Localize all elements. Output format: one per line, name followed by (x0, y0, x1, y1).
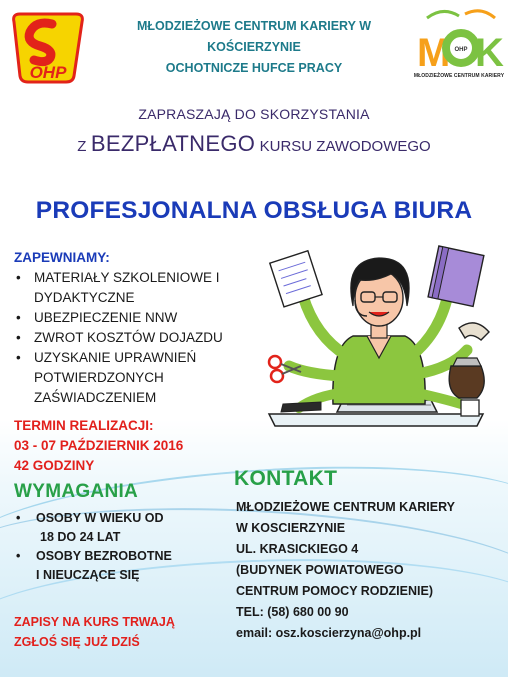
mck-logo-small: OHP (454, 47, 468, 53)
term-hours: 42 GODZINY (14, 458, 95, 473)
term-section (14, 416, 244, 476)
org-line-3: OCHOTNICZE HUFCE PRACY (165, 61, 343, 75)
provide-item-line: POTWIERDZONYCH (34, 370, 164, 385)
invite-line-2 (0, 131, 508, 157)
requirement-item (14, 547, 224, 585)
requirements-title: WYMAGANIA (14, 481, 139, 502)
contact-building: (BUDYNEK POWIATOWEGO (236, 563, 404, 577)
provide-item-line: DYDAKTYCZNE (34, 290, 135, 305)
provide-item-line: ZAŚWIADCZENIEM (34, 390, 157, 405)
ohp-logo (6, 6, 90, 90)
invite-suffix: KURSU ZAWODOWEGO (259, 138, 431, 155)
provide-item-line: • MATERIAŁY SZKOLENIOWE I (34, 270, 220, 285)
provide-item-line: • UZYSKANIE UPRAWNIEŃ (34, 350, 197, 365)
term-dates: 03 - 07 PAŹDZIERNIK 2016 (14, 438, 184, 453)
provide-item (14, 308, 264, 328)
secretary-illustration (255, 236, 500, 431)
contact-title: KONTAKT (234, 467, 338, 490)
provide-item (14, 328, 264, 348)
mck-logo-caption: MŁODZIEŻOWE CENTRUM KARIERY (413, 73, 505, 79)
invite-prefix: Z (77, 138, 87, 155)
org-line-1: MŁODZIEŻOWE CENTRUM KARIERY W (136, 19, 371, 33)
provide-item-line: • UBEZPIECZENIE NNW (34, 310, 178, 325)
provide-list (14, 268, 264, 408)
course-title: PROFESJONALNA OBSŁUGA BIURA (35, 197, 473, 224)
mck-logo-m: M (417, 31, 451, 74)
provide-section (14, 248, 264, 408)
contact-org: MŁODZIEŻOWE CENTRUM KARIERY (236, 500, 455, 514)
contact-phone: TEL: (58) 680 00 90 (236, 605, 349, 619)
signup-line-1: ZAPISY NA KURS TRWAJĄ (14, 615, 175, 629)
contact-details (236, 497, 498, 644)
ohp-logo-text: OHP (29, 63, 67, 82)
mck-logo (413, 8, 505, 80)
term-label: TERMIN REALIZACJI: (14, 418, 154, 433)
provide-item (14, 268, 264, 308)
contact-building-cont: CENTRUM POMOCY RODZIENIE) (236, 584, 433, 598)
requirement-line: OSOBY W WIEKU OD (36, 511, 164, 525)
contact-street: UL. KRASICKIEGO 4 (236, 542, 359, 556)
contact-city: W KOSCIERZYNIE (236, 521, 346, 535)
mck-logo-k: K (475, 31, 504, 74)
invite-emphasis: BEZPŁATNEGO (90, 131, 256, 156)
provide-item (14, 348, 264, 408)
signup-line-2: ZGŁOŚ SIĘ JUŻ DZIŚ (14, 635, 140, 649)
requirements-list (14, 509, 224, 585)
provide-item-line: • ZWROT KOSZTÓW DOJAZDU (34, 330, 223, 345)
provide-heading: ZAPEWNIAMY: (14, 250, 110, 265)
invite-line-1: ZAPRASZAJĄ DO SKORZYSTANIA (138, 106, 370, 122)
requirement-line: OSOBY BEZROBOTNE (36, 549, 172, 563)
contact-email[interactable]: email: osz.koscierzyna@ohp.pl (236, 626, 422, 640)
requirement-item (14, 509, 224, 547)
organization-header (100, 16, 408, 79)
requirement-line: I NIEUCZĄCE SIĘ (36, 568, 140, 582)
requirement-line: 18 DO 24 LAT (40, 530, 121, 544)
signup-section (14, 612, 175, 652)
org-line-2: KOŚCIERZYNIE (207, 40, 301, 54)
